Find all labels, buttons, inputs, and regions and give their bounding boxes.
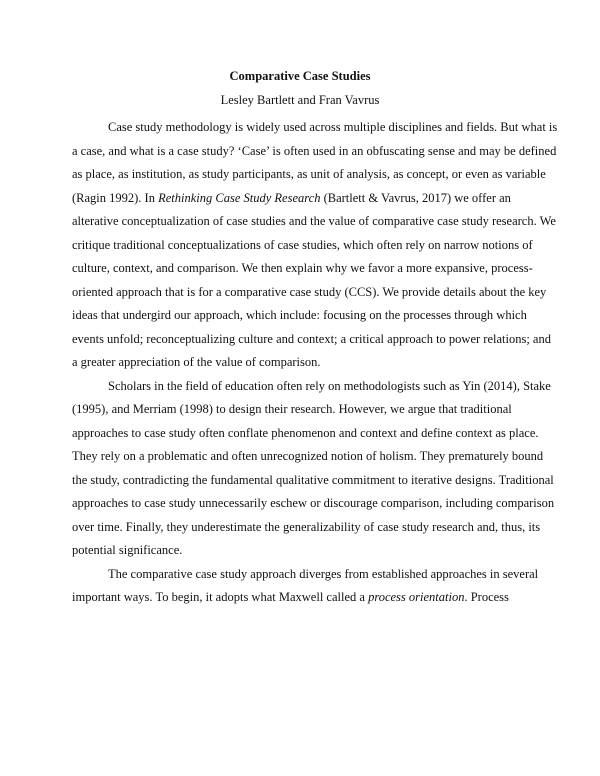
text-line: over time. Finally, they underestimate the generalizability of case study research and, thus, its: [72, 519, 541, 534]
text-line: a greater appreciation of the value of comparison.: [72, 355, 321, 369]
text-line: The comparative case study approach diverges from established approaches in several: [108, 566, 539, 581]
italic-term: process orientation: [368, 590, 465, 604]
text-fragment: (Bartlett & Vavrus, 2017) we offer an: [320, 190, 511, 205]
paragraph-1: [72, 116, 558, 375]
text-line: critique traditional conceptualizations of case studies, which often rely on narrow notions of: [72, 237, 533, 252]
text-line: culture, context, and comparison. We then explain why we favor a more expansive, process-: [72, 261, 533, 275]
text-line: ideas that undergird our approach, which include: focusing on the processes through which: [72, 308, 527, 322]
text-line: approaches to case study often conflate phenomenon and context and define context as place.: [72, 425, 539, 440]
text-line: alterative conceptualization of case studies and the value of comparative case study research. We: [72, 214, 556, 228]
text-line: [72, 187, 528, 211]
text-line: events unfold; reconceptualizing culture and context; a critical approach to power relations; and: [72, 331, 551, 346]
text-line: They rely on a problematic and often unrecognized notion of holism. They prematurely bound: [72, 449, 544, 463]
text-line: a case, and what is a case study? ‘Case’ is often used in an obfuscating sense and may be defined: [72, 143, 557, 158]
text-line: approaches to case study unnecessarily eschew or discourage comparison, including comparison: [72, 496, 555, 510]
paper-authors: Lesley Bartlett and Fran Vavrus: [220, 93, 380, 107]
text-line: the study, contradicting the fundamental qualitative commitment to iterative designs. Traditional: [72, 472, 554, 487]
paragraph-3: [72, 563, 539, 610]
text-line: potential significance.: [72, 543, 183, 557]
text-line: [72, 586, 528, 610]
paper-title: Comparative Case Studies: [229, 69, 371, 83]
text-line: Case study methodology is widely used across multiple disciplines and fields. But what is: [108, 120, 558, 134]
text-line: as place, as institution, as study participants, as unit of analysis, as concept, or even as variable: [72, 167, 546, 181]
text-fragment: important ways. To begin, it adopts what Maxwell called a: [72, 590, 369, 604]
text-line: Scholars in the field of education often rely on methodologists such as Yin (2014), Stake: [108, 378, 551, 393]
book-title: Rethinking Case Study Research: [158, 190, 321, 205]
text-line: (1995), and Merriam (1998) to design their research. However, we argue that traditional: [72, 402, 512, 416]
text-fragment: (Ragin 1992). In: [72, 190, 159, 205]
text-line: oriented approach that is for a comparative case study (CCS). We provide details about the key: [72, 284, 547, 299]
paragraph-2: [72, 375, 555, 563]
text-fragment: . Process: [464, 590, 509, 604]
